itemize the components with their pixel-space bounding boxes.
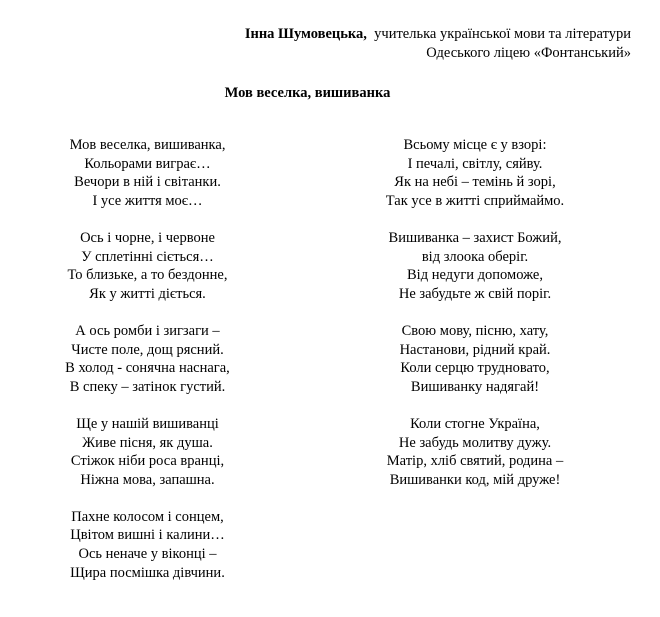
poem-line: Коли стогне Україна,	[410, 415, 540, 432]
stanza	[40, 508, 255, 582]
poem-line: Стіжок ніби роса вранці,	[70, 453, 225, 470]
poem-title: Мов веселка, вишиванка	[224, 85, 391, 101]
poem-line: Як на небі – темінь й зорі,	[394, 174, 556, 191]
poem-line: Всьому місце є у взорі:	[403, 137, 547, 153]
poem-line: Вечори в ній і світанки.	[74, 174, 221, 191]
poem-line: Чисте поле, дощ рясний.	[71, 341, 224, 358]
poem-line: Як у житті діється.	[89, 285, 206, 302]
stanza	[40, 415, 255, 489]
poem-line: В спеку – затінок густий.	[69, 378, 226, 395]
poem-line: У сплетінні сіється…	[81, 248, 214, 265]
poem-line: Коли серцю трудновато,	[400, 360, 550, 377]
poem-line: То близьке, а то бездонне,	[67, 267, 228, 284]
stanza	[355, 415, 595, 489]
stanza	[40, 322, 255, 396]
author-block	[245, 25, 631, 63]
poem-line: І печалі, світлу, сяйву.	[407, 155, 543, 172]
poem-line: І усе життя моє…	[92, 192, 203, 209]
poem-column-right	[355, 136, 595, 508]
poem-line: Мов веселка, вишиванка,	[69, 137, 226, 153]
poem-line: Матір, хліб святий, родина –	[386, 453, 564, 470]
poem-line: Ніжна мова, запашна.	[80, 471, 215, 488]
poem-line: В холод - сонячна наснага,	[65, 360, 230, 377]
poem-line: Щира посмішка дівчини.	[70, 564, 225, 581]
poem-column-left	[40, 136, 255, 601]
poem-line: Вишиванка – захист Божий,	[388, 229, 562, 246]
poem-line: від злоока оберіг.	[421, 248, 529, 265]
stanza	[355, 136, 595, 210]
poem-line: Так усе в житті сприймаймо.	[385, 192, 565, 209]
poem-line: Настанови, рідний край.	[399, 341, 551, 358]
poem-line: А ось ромби і зигзаги –	[75, 322, 220, 339]
poem-line: Пахне колосом і сонцем,	[71, 508, 224, 525]
stanza	[40, 136, 255, 210]
stanza	[355, 229, 595, 303]
poem-line: Свою мову, пісню, хату,	[401, 322, 549, 339]
author-role: учителька української мови та літератури	[374, 26, 631, 42]
poem-line: Не забудь молитву дужу.	[398, 434, 552, 451]
poem-line: Від недуги допоможе,	[407, 267, 543, 284]
poem-line: Цвітом вишні і калини…	[70, 527, 225, 544]
poem-line: Вишиванки код, мій друже!	[389, 471, 561, 488]
poem-line: Ось неначе у віконці –	[78, 546, 217, 563]
poem-line: Живе пісня, як душа.	[82, 434, 213, 451]
author-name: Інна Шумовецька,	[244, 26, 367, 42]
author-line	[245, 25, 631, 44]
poem-line: Ось і чорне, і червоне	[80, 229, 215, 246]
poem-line: Кольорами виграє…	[84, 155, 211, 172]
stanza	[40, 229, 255, 303]
stanza	[355, 322, 595, 396]
poem-line: Не забудьте ж свій поріг.	[398, 285, 552, 302]
poem-line: Ще у нашій вишиванці	[76, 415, 219, 432]
poem-line: Вишиванку надягай!	[410, 378, 540, 395]
author-institution: Одеського ліцею «Фонтанський»	[426, 45, 631, 61]
